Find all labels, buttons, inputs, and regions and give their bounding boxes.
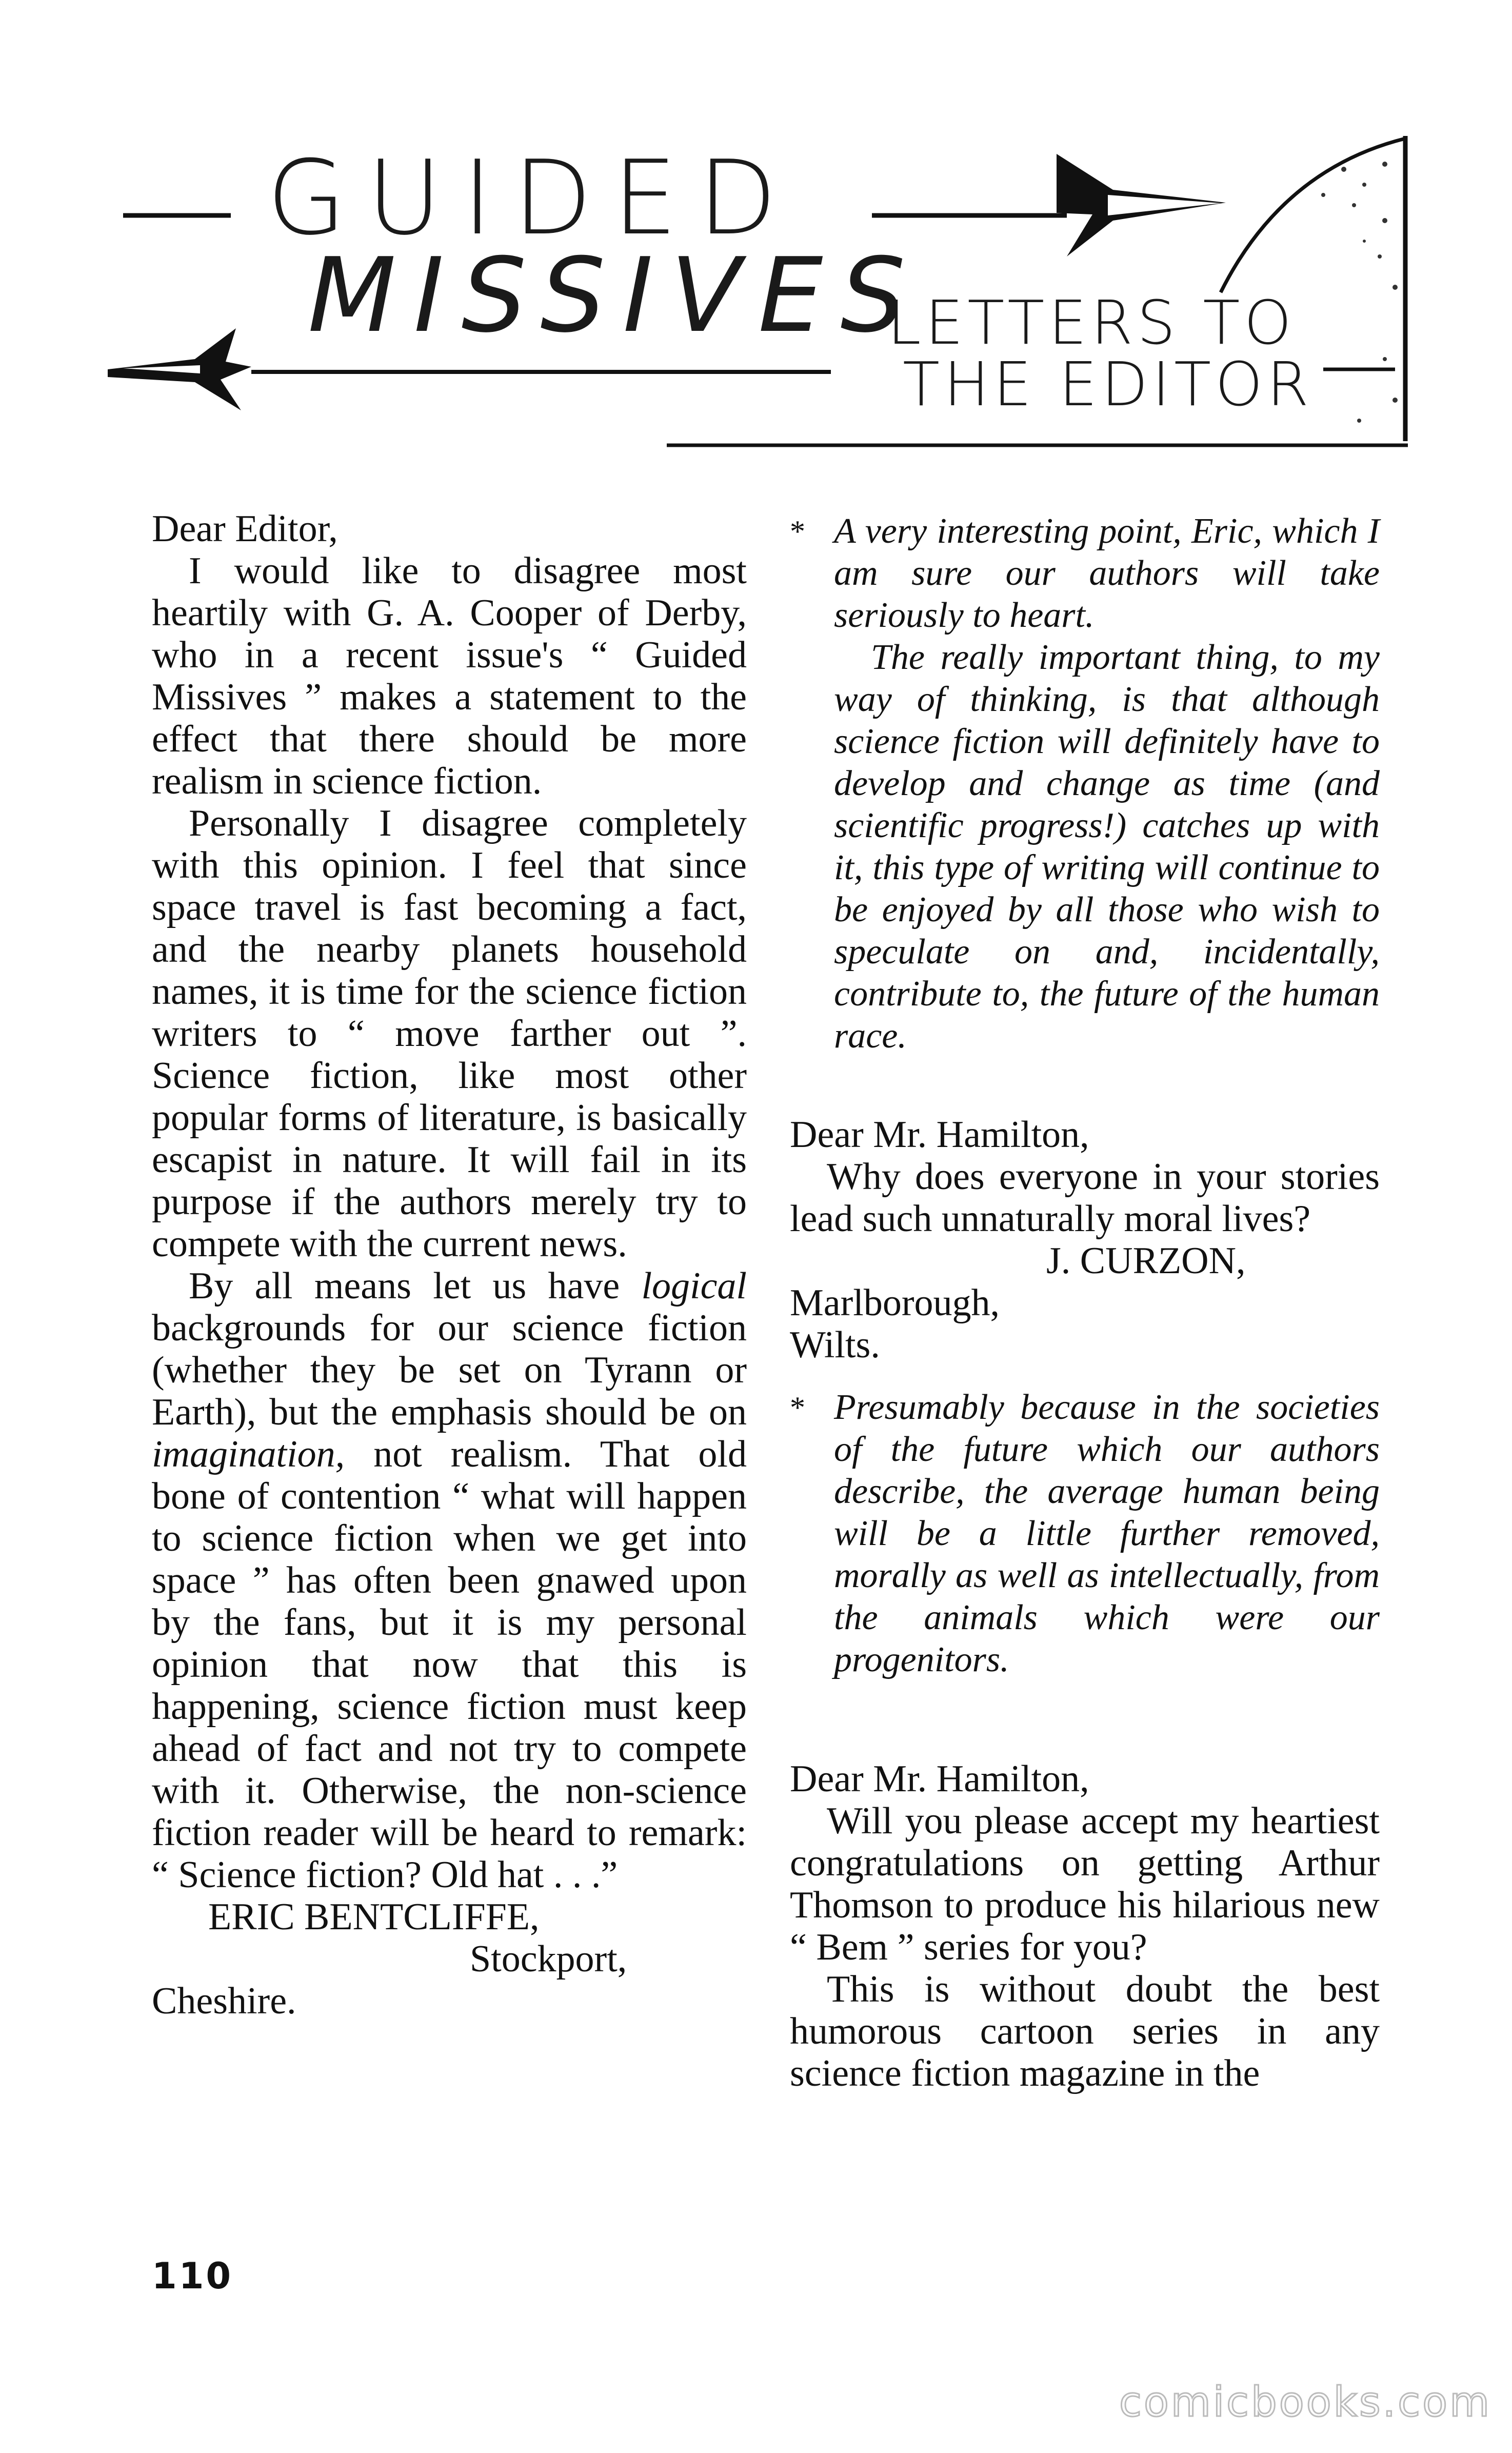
rocket-icon [1057,154,1226,256]
star-icon: * [790,1391,805,1425]
column-header [0,0,1512,492]
reply-paragraph: A very interesting point, Eric, which I am sure our authors will take seriously to heart. [834,511,1380,635]
letter-paragraph: I would like to disagree most heartily with G. A. Cooper of Derby, who in a recent issue's “ Guided Missives ” makes a statement to the effect that there should be more realism in science fiction. [152,550,747,802]
page-number: 110 [152,2255,233,2297]
emphasis: imagination, [152,1433,345,1475]
editor-reply [790,510,1380,1057]
salutation: Dear Mr. Hamilton, [790,1758,1089,1800]
text-run: By all means let us have [189,1265,642,1307]
text-run: not realism. That old bone of contention “ what will happen to science fiction when we get into space ” has often been gnawed upon by the fans, but it is my personal opinion that now that this is happening, science fiction must keep ahead of fact and not try to compete with it. Otherwise, the non-science fiction reader will be heard to remark: “ Science fiction? Old hat . . .” [152,1433,747,1896]
text-run: backgrounds for our science fiction (whether they be set on Tyrann or Earth), but the emphasis should be on [152,1307,747,1433]
salutation: Dear Mr. Hamilton, [790,1114,1089,1156]
signature-place: Wilts. [790,1324,880,1366]
letter-paragraph: This is without doubt the best humorous cartoon series in any science fiction magazine in the [790,1968,1380,2094]
right-column [790,510,1380,2094]
subtitle-letters-to: LETTERS TO [887,287,1296,358]
signature-place: Cheshire. [152,1980,296,2022]
letter-paragraph: Personally I disagree completely with this opinion. I feel that since space travel is fast becoming a fact, and the nearby planets household names, it is time for the science fiction writers to “ move farther out ”. Science fiction, like most other popular forms of literature, is basically escapist in nature. It will fail in its purpose if the authors merely try to compete with the current news. [152,802,747,1265]
salutation: Dear Editor, [152,508,338,550]
reply-paragraph: The really important thing, to my way of thinking, is that although science fiction will definitely have to develop and change as time (and scientific progress!) catches up with it, this type of writing will continue to be enjoyed by all those who wish to speculate on and, incidentally, contribute to, the future of the human race. [834,638,1380,1056]
title-missives: MISSIVES [308,236,923,355]
signature-place: Stockport, [470,1938,627,1980]
editor-reply [790,1387,1380,1681]
rocket-icon [108,328,251,410]
emphasis: logical [641,1265,747,1307]
title-guided: GUIDED [267,139,798,258]
letter-paragraph: Why does everyone in your stories lead such unnaturally moral lives? [790,1156,1380,1240]
letter-paragraph: Will you please accept my heartiest congratulations on getting Arthur Thomson to produce his hilarious new “ Bem ” series for you? [790,1800,1380,1968]
left-column [152,508,747,2022]
letter-paragraph [152,1265,747,1896]
subtitle-the-editor: THE EDITOR [903,349,1314,420]
signature-name: ERIC BENTCLIFFE, [208,1896,540,1938]
reply-paragraph: Presumably because in the societies of the future which our authors describe, the average human being will be a little further removed, morally as well as intellectually, from the animals which were our progenitors. [834,1388,1380,1679]
signature-name: J. CURZON, [1046,1240,1246,1282]
star-icon: * [790,515,805,548]
signature-place: Marlborough, [790,1282,1000,1324]
watermark: comicbooks.com [1119,2378,1491,2426]
